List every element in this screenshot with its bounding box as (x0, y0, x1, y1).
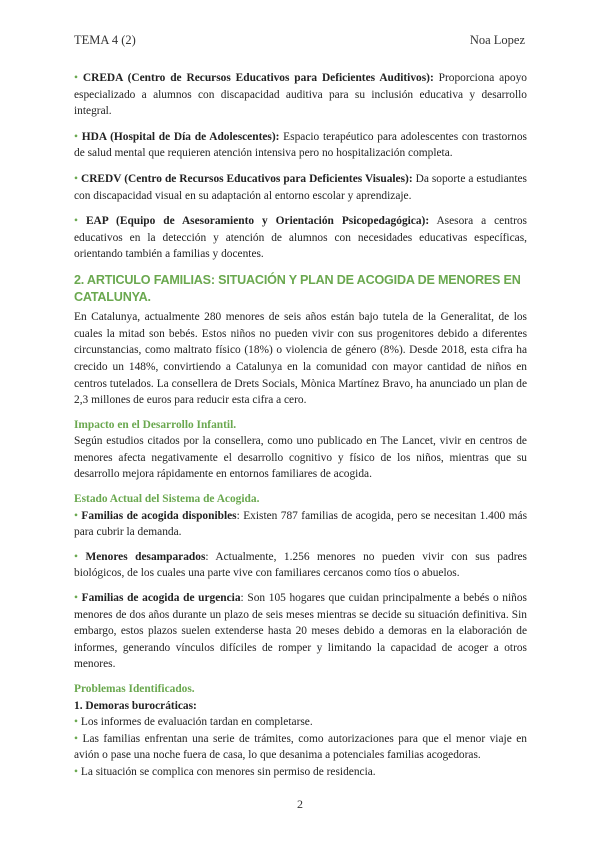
service-term: CREDV (Centro de Recursos Educativos para Deficientes Visuales): (80, 172, 413, 185)
service-text: Asesora a centros educativos en la detección y atención de alumnos con necesidades educativas específicas, orientando también a familias y docentes. (74, 215, 527, 261)
impacto-text: Según estudios citados por la consellera, como uno publicado en The Lancet, vivir en centros de menores afecta negativamente el desarrollo cognitivo y físico de los niños, mientras que su desarrollo mejora rápidamente en entornos familiares de acogida. (74, 435, 527, 481)
service-text: Da soporte a estudiantes con discapacidad visual en su adaptación al entorno escolar y aprendizaje. (74, 172, 527, 202)
estado-term: Familias de acogida disponibles (81, 509, 237, 522)
estado-text: : Existen 787 familias de acogida, pero se necesitan 1.400 más para cubrir la demanda. (74, 509, 527, 539)
estado-item (74, 508, 527, 541)
service-term: EAP (Equipo de Asesoramiento y Orientación Psicopedagógica): (85, 215, 430, 228)
estado-item (74, 549, 527, 582)
bullet-icon: • (74, 550, 78, 563)
estado-text: : Son 105 hogares que cuidan principalmente a bebés o niños menores de dos años durante un plazo de seis meses mientras se decide su situación definitiva. Sin embargo, estos plazos suelen extenderse hasta 20 meses debido a demoras en la elaboración de informes, generando vínculos difíciles de romper y limitando la capacidad de acoger a otros menores. (74, 592, 527, 671)
list-item (74, 731, 527, 764)
service-text: Proporciona apoyo especializado a alumnos con discapacidad auditiva para su inclusión educativa y desarrollo integral. (74, 72, 527, 118)
estado-text: : Actualmente, 1.256 menores no pueden vivir con sus padres biológicos, de los cuales una parte vive con familiares cercanos como tíos o abuelos. (74, 550, 527, 580)
page-number: 2 (297, 797, 303, 811)
list-item (74, 714, 527, 731)
service-item (74, 129, 527, 162)
estado-term: Familias de acogida de urgencia (81, 592, 241, 605)
estado-item (74, 590, 527, 673)
estado-heading: Estado Actual del Sistema de Acogida. (74, 493, 260, 506)
bullet-icon: • (74, 130, 78, 143)
service-item (74, 70, 527, 120)
bullet-icon: • (74, 765, 78, 778)
header-right: Noa Lopez (469, 33, 525, 47)
problemas-subheading: 1. Demoras burocráticas: (74, 699, 197, 712)
service-item (74, 213, 527, 263)
service-term: CREDA (Centro de Recursos Educativos para Deficientes Auditivos): (82, 72, 434, 84)
section-2-title: 2. ARTICULO FAMILIAS: SITUACIÓN Y PLAN DE ACOGIDA DE MENORES EN CATALUNYA. (74, 272, 521, 304)
document-body (74, 70, 527, 781)
service-term: HDA (Hospital de Día de Adolescentes): (81, 130, 280, 143)
bullet-icon: • (74, 72, 78, 84)
service-text: Espacio terapéutico para adolescentes con trastornos de salud mental que requieren atención intensiva pero no hospitalización completa. (74, 130, 527, 160)
list-item-text: La situación se complica con menores sin permiso de residencia. (80, 765, 376, 778)
problemas-list (74, 714, 527, 780)
bullet-icon: • (74, 215, 78, 228)
service-item (74, 171, 527, 204)
problemas-heading: Problemas Identificados. (74, 683, 195, 695)
page-header (74, 33, 525, 48)
bullet-icon: • (74, 732, 78, 745)
impacto-heading: Impacto en el Desarrollo Infantil. (74, 418, 237, 431)
list-item-text: Los informes de evaluación tardan en completarse. (80, 716, 313, 729)
bullet-icon: • (74, 509, 78, 522)
list-item-text: Las familias enfrentan una serie de trámites, como autorizaciones para que el menor viaje en avión o pase una noche fuera de casa, lo que desanima a potenciales familias acogedoras. (74, 732, 527, 762)
section-2-intro: En Catalunya, actualmente 280 menores de seis años están bajo tutela de la Generalitat, de los cuales la mitad son bebés. Estos niños no pueden vivir con sus progenitores debido a diferentes circunstancias, como maltrato físico (18%) o violencia de género (8%). Desde 2018, esta cifra ha crecido un 148%, convirtiendo a Catalunya en la comunidad con mayor cantidad de niños en centros tutelados. La consellera de Drets Socials, Mònica Martínez Bravo, ha anunciado un plan de 2,3 millones de euros para reducir esta cifra a cero. (74, 311, 527, 407)
bullet-icon: • (74, 592, 78, 605)
bullet-icon: • (74, 172, 78, 185)
header-left: TEMA 4 (2) (74, 33, 136, 47)
bullet-icon: • (74, 716, 78, 729)
estado-term: Menores desamparados (85, 550, 206, 563)
list-item (74, 764, 527, 781)
